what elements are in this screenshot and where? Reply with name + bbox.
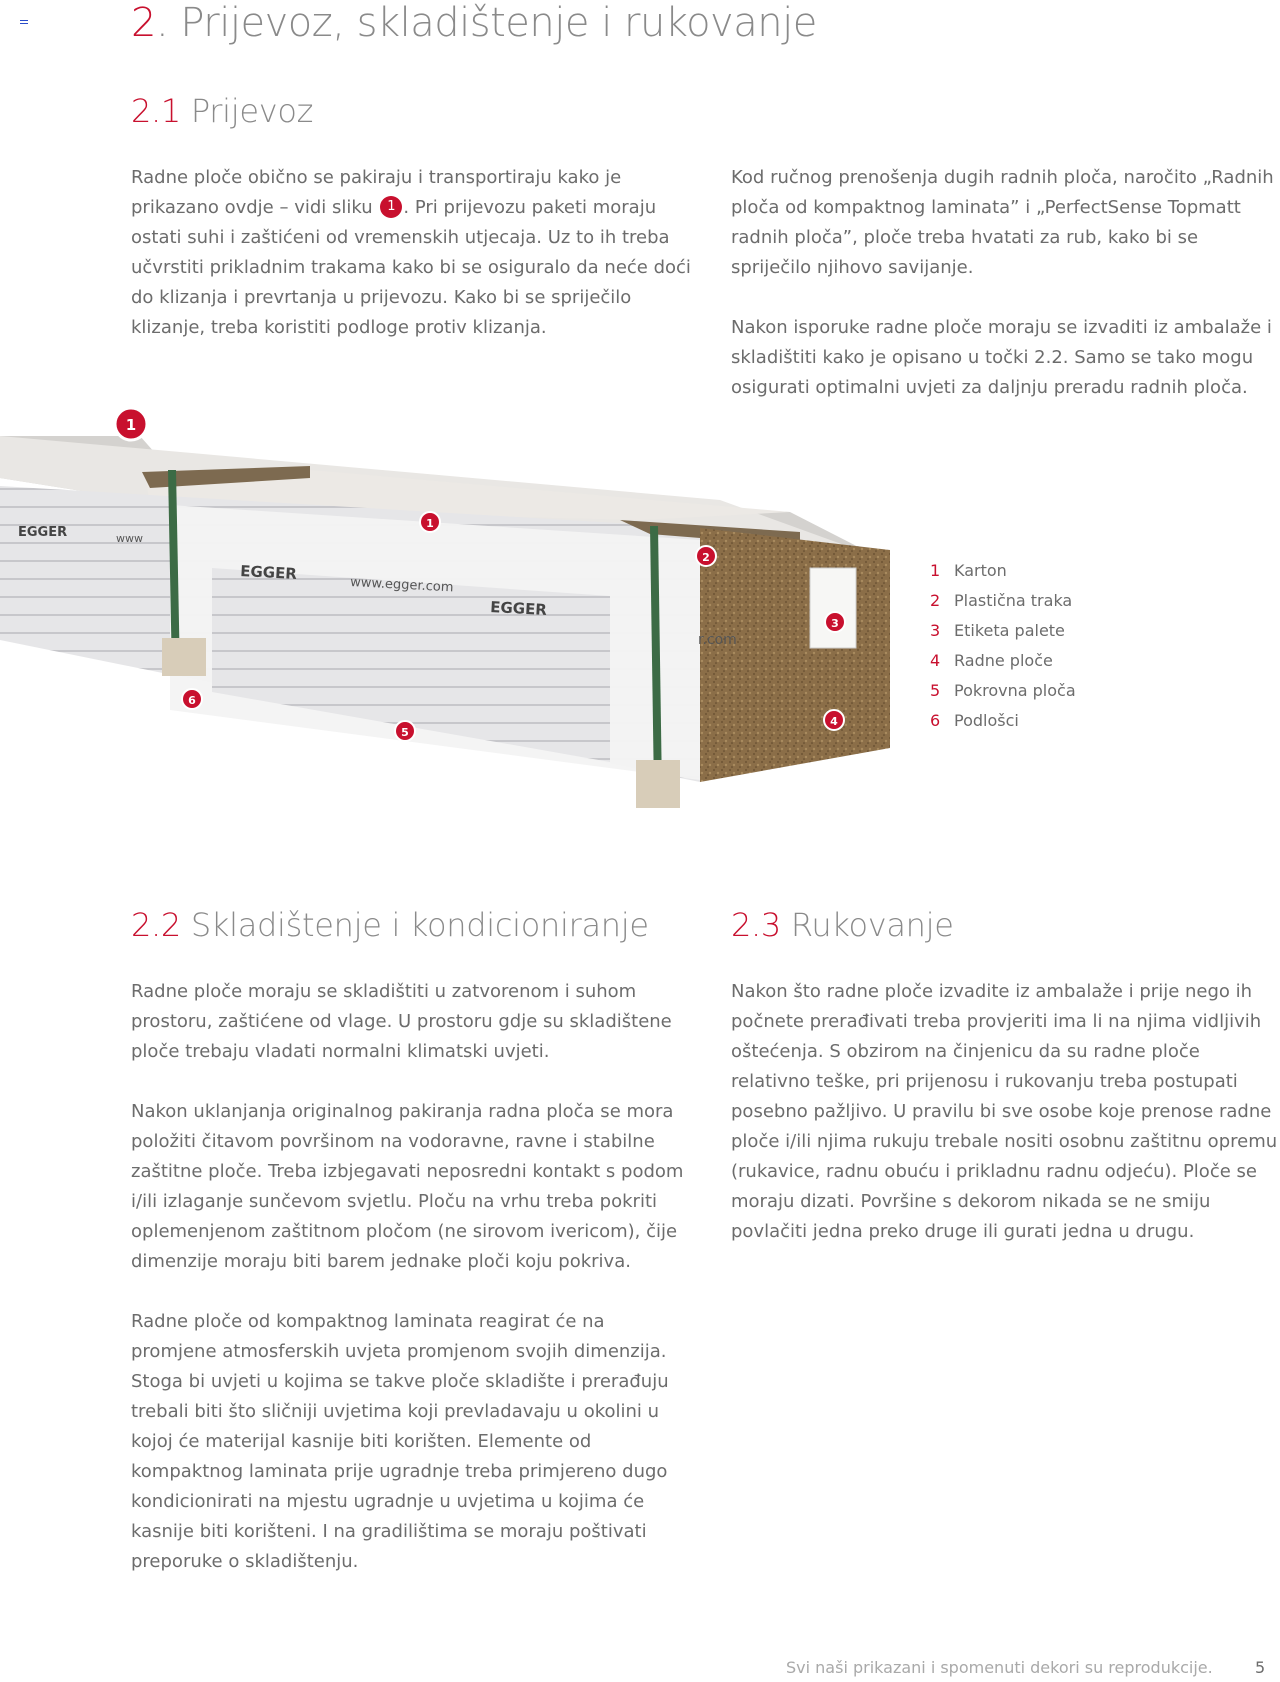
marker-6 bbox=[182, 689, 202, 709]
paragraph: Kod ručnog prenošenja dugih radnih ploča, naročito „Radnih ploča od kompaktnog laminata” i „PerfectSense Topmatt radnih ploča”, ploče treba hvatati za rub, kako bi se spriječilo njihovo savijanje. bbox=[731, 167, 1274, 278]
page-number: 5 bbox=[1255, 1658, 1266, 1677]
pallet-foot bbox=[636, 760, 680, 808]
marker-3 bbox=[825, 612, 845, 632]
paragraph: Nakon što radne ploče izvadite iz ambalaže i prije nego ih počnete prerađivati treba provjeriti ima li na njima vidljivih oštećenja. S obzirom na činjenicu da su radne ploče relativno teške, pri prijenosu i rukovanju treba postupati posebno pažljivo. U pravilu bi sve osobe koje prenose radne ploče i/ili njima rukuju trebale nositi osobnu zaštitnu opremu (rukavice, radnu obuću i prikladnu radnu odjeću). Ploče se moraju dizati. Površine s dekorom nikada se ne smiju povlačiti jedna preko druge ili gurati jedna u drugu. bbox=[731, 981, 1278, 1242]
svg-text:2: 2 bbox=[702, 551, 710, 564]
pallet-package-illustration bbox=[0, 400, 900, 840]
page-title: 2. Prijevoz, skladištenje i rukovanje bbox=[131, 0, 817, 46]
svg-text:4: 4 bbox=[830, 715, 838, 728]
footer-disclaimer: Svi naši prikazani i spomenuti dekori su reprodukcije. bbox=[786, 1658, 1213, 1677]
section-2-1-left-text: Radne ploče obično se pakiraju i transportiraju kako je prikazano ovdje – vidi sliku 1 . Pri prijevozu paketi moraju ostati suhi i zaštićeni od vremenskih utjecaja. Uz to ih treba učvrstiti prikladnim trakama kako bi se osiguralo da neće doći do klizanja i prevrtanja u prijevozu. Kako bi se spriječilo klizanje, treba koristiti podloge protiv klizanja. bbox=[131, 167, 691, 338]
section-2-1-heading: 2.1 Prijevoz bbox=[131, 92, 314, 130]
svg-text:1: 1 bbox=[426, 517, 434, 530]
end-face bbox=[700, 528, 890, 782]
figure-reference-badge: 1 bbox=[380, 196, 402, 218]
svg-text:5: 5 bbox=[401, 726, 409, 739]
legend-item: 1 Karton bbox=[930, 561, 1007, 580]
section-2-3-heading: 2.3 Rukovanje bbox=[731, 906, 954, 944]
menu-icon[interactable] bbox=[20, 20, 28, 26]
egger-url-fragment: r.com bbox=[698, 632, 737, 648]
pallet-foot bbox=[162, 638, 206, 676]
section-2-2-text bbox=[131, 977, 691, 1577]
marker-2 bbox=[696, 546, 716, 566]
section-2-2-heading: 2.2 Skladištenje i kondicioniranje bbox=[131, 906, 649, 944]
paragraph: Nakon uklanjanja originalnog pakiranja radna ploča se mora položiti čitavom površinom na vodoravne, ravne i stabilne zaštitne ploče. Treba izbjegavati neposredni kontakt s podom i/ili izlaganje sunčevom svjetlu. Ploču na vrhu treba pokriti oplemenjenom zaštitnom pločom (ne sirovom ivericom), čije dimenzije moraju biti barem jednake ploči koju pokriva. bbox=[131, 1101, 684, 1272]
svg-text:6: 6 bbox=[188, 694, 196, 707]
marker-1 bbox=[420, 512, 440, 532]
legend-item: 6 Podlošci bbox=[930, 711, 1019, 730]
legend-item: 4 Radne ploče bbox=[930, 651, 1053, 670]
legend-item: 2 Plastična traka bbox=[930, 591, 1073, 610]
paragraph: Radne ploče od kompaktnog laminata reagirat će na promjene atmosferskih uvjeta promjenom svojih dimenzija. Stoga bi uvjeti u kojima se takve ploče skladište i prerađuju trebali biti što sličniji uvjetima koji prevladavaju u okolini u kojoj će materijal kasnije biti korišten. Elemente od kompaktnog laminata prije ugradnje treba primjereno dugo kondicionirati na mjestu ugradnje u uvjetima u kojima će kasnije biti korišteni. I na gradilištima se moraju poštivati preporuke o skladištenju. bbox=[131, 1311, 669, 1572]
egger-url: www.egger.com bbox=[349, 575, 454, 596]
figure-badge-label: 1 bbox=[125, 416, 137, 434]
marker-4 bbox=[824, 710, 844, 730]
pallet-label bbox=[810, 568, 856, 648]
legend-item: 3 Etiketa palete bbox=[930, 621, 1065, 640]
svg-text:3: 3 bbox=[831, 617, 839, 630]
illustration-legend bbox=[930, 556, 1076, 736]
paragraph: Radne ploče moraju se skladištiti u zatvorenom i suhom prostoru, zaštićene od vlage. U prostoru gdje su skladištene ploče trebaju vladati normalni klimatski uvjeti. bbox=[131, 981, 672, 1062]
egger-url-partial: www bbox=[116, 532, 143, 545]
paragraph: Nakon isporuke radne ploče moraju se izvaditi iz ambalaže i skladištiti kako je opisano u točki 2.2. Samo se tako mogu osigurati optimalni uvjeti za daljnju preradu radnih ploča. bbox=[731, 317, 1272, 398]
legend-item: 5 Pokrovna ploča bbox=[930, 681, 1076, 700]
egger-logo-right: EGGER bbox=[489, 598, 548, 619]
egger-logo-center: EGGER bbox=[239, 562, 298, 583]
egger-logo-left: EGGER bbox=[18, 525, 68, 540]
section-2-1-right-text bbox=[731, 163, 1280, 403]
marker-5 bbox=[395, 721, 415, 741]
section-2-3-text bbox=[731, 977, 1280, 1247]
